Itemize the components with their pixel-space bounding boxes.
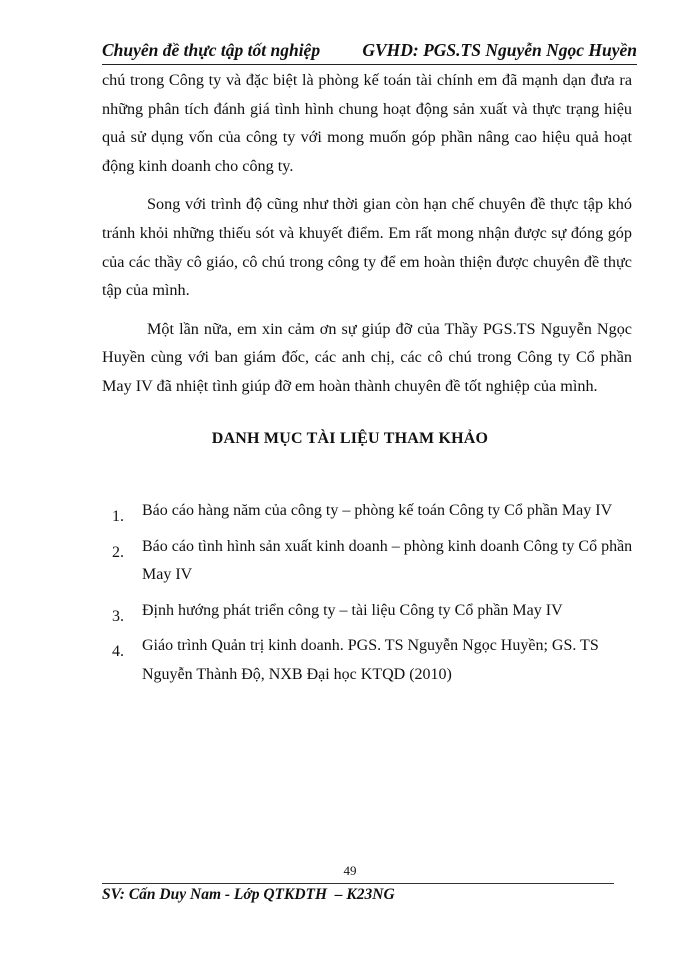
reference-item xyxy=(112,533,642,590)
header-divider xyxy=(102,64,637,65)
reference-number: 4. xyxy=(112,643,124,661)
reference-text: Báo cáo hàng năm của công ty – phòng kế toán Công ty Cổ phần May IV xyxy=(142,502,613,519)
footer-divider xyxy=(102,883,614,884)
paragraph-1: chú trong Công ty và đặc biệt là phòng kế toán tài chính em đã mạnh dạn đưa ra những phân tích đánh giá tình hình chung hoạt động sản xuất và thực trạng hiệu quả sử dụng vốn của công ty với mong muốn góp phần nâng cao hiệu quả hoạt động kinh doanh cho công ty. xyxy=(102,71,632,175)
page-header xyxy=(102,40,637,64)
body-text xyxy=(102,66,632,411)
paragraph-3: Một lần nữa, em xin cảm ơn sự giúp đỡ của Thầy PGS.TS Nguyễn Ngọc Huyền cùng với ban giám đốc, các anh chị, các cô chú trong Công ty Cổ phần May IV đã nhiệt tình giúp đỡ em hoàn thành chuyên đề tốt nghiệp của mình. xyxy=(102,319,632,395)
references-list xyxy=(112,497,642,697)
reference-text: Báo cáo tình hình sản xuất kinh doanh – phòng kinh doanh Công ty Cổ phần May IV xyxy=(142,537,633,584)
reference-item xyxy=(112,597,642,626)
header-supervisor: GVHD: PGS.TS Nguyễn Ngọc Huyền xyxy=(362,40,637,60)
reference-item xyxy=(112,632,642,689)
reference-number: 3. xyxy=(112,607,124,625)
reference-text: Định hướng phát triển công ty – tài liệu Công ty Cổ phần May IV xyxy=(142,601,563,619)
reference-number: 2. xyxy=(112,543,124,561)
references-heading: DANH MỤC TÀI LIỆU THAM KHẢO xyxy=(211,430,489,447)
reference-item xyxy=(112,497,642,526)
paragraph-2: Song với trình độ cũng như thời gian còn hạn chế chuyên đề thực tập khó tránh khỏi những thiếu sót và khuyết điểm. Em rất mong nhận được sự đóng góp của các thầy cô giáo, cô chú trong công ty để em hoàn thiện được chuyên đề thực tập của mình. xyxy=(102,195,632,300)
page-footer: SV: Cấn Duy Nam - Lớp QTKDTH – K23NG xyxy=(102,886,395,903)
page-number: 49 xyxy=(343,863,357,878)
reference-text: Giáo trình Quản trị kinh doanh. PGS. TS Nguyễn Ngọc Huyền; GS. TS Nguyễn Thành Độ, NXB Đại học KTQD (2010) xyxy=(142,637,599,683)
header-title: Chuyên đề thực tập tốt nghiệp xyxy=(102,40,321,60)
reference-number: 1. xyxy=(112,508,124,525)
